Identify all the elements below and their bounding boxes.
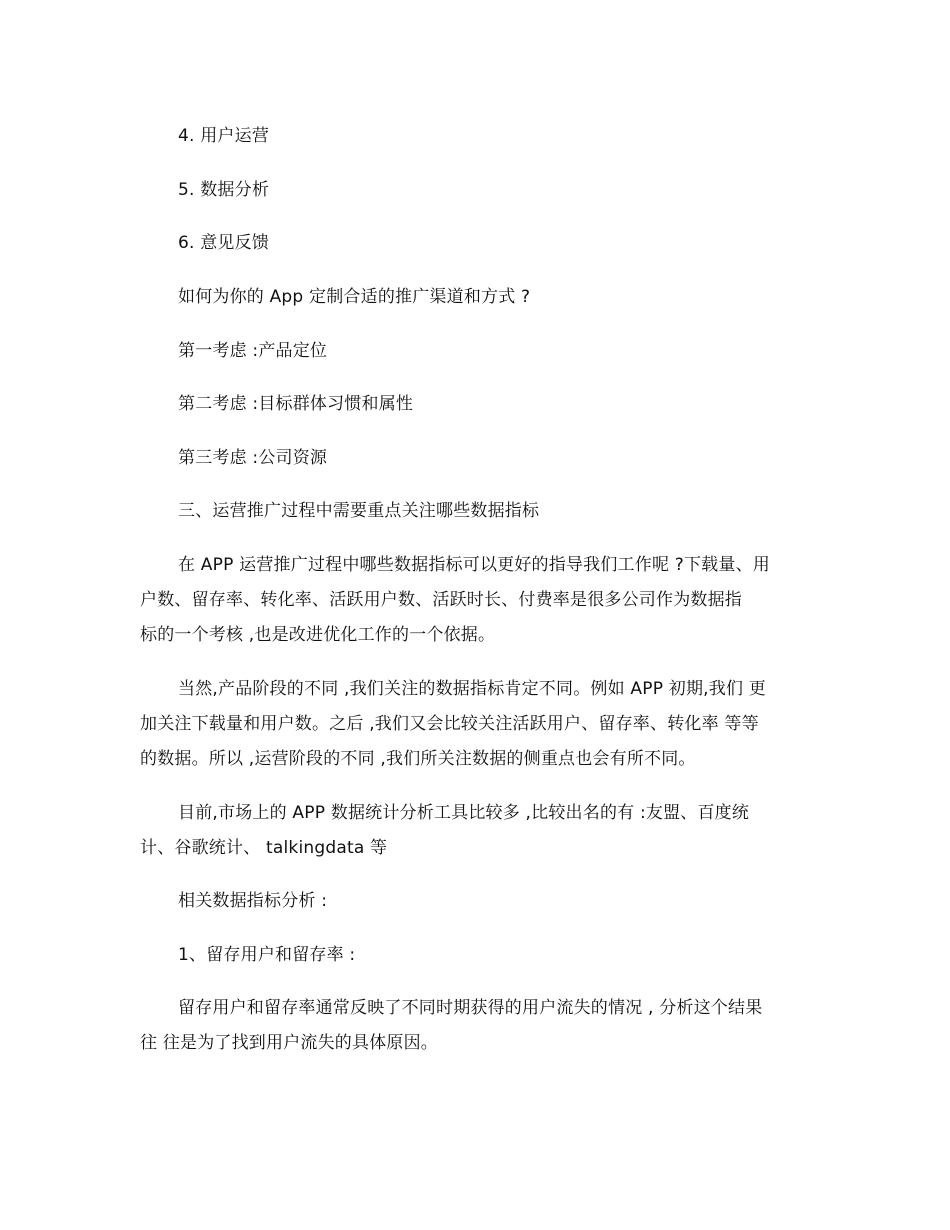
consideration-second: 第二考虑 :目标群体习惯和属性	[178, 394, 414, 414]
para4-line2: 往 往是为了找到用户流失的具体原因。	[140, 1033, 439, 1053]
retention-heading: 1、留存用户和留存率 :	[178, 945, 356, 965]
para3-line2: 计、谷歌统计、 talkingdata 等	[140, 838, 388, 858]
para1-line1: 在 APP 运营推广过程中哪些数据指标可以更好的指导我们工作呢 ?下载量、用	[178, 555, 770, 575]
para1-line2: 户数、留存率、转化率、活跃用户数、活跃时长、付费率是很多公司作为数据指	[140, 590, 742, 610]
para2-line3: 的数据。所以 ,运营阶段的不同 ,我们所关注数据的侧重点也会有所不同。	[140, 749, 696, 769]
para4-line1: 留存用户和留存率通常反映了不同时期获得的用户流失的情况 , 分析这个结果	[178, 998, 763, 1018]
list-item-4: 4. 用户运营	[178, 126, 270, 146]
para3-line1: 目前,市场上的 APP 数据统计分析工具比较多 ,比较出名的有 :友盟、百度统	[178, 803, 750, 823]
question-line: 如何为你的 App 定制合适的推广渠道和方式 ?	[178, 287, 531, 307]
list-item-6: 6. 意见反馈	[178, 233, 270, 253]
consideration-first: 第一考虑 :产品定位	[178, 341, 328, 361]
analysis-heading: 相关数据指标分析 :	[178, 891, 328, 911]
consideration-third: 第三考虑 :公司资源	[178, 448, 328, 468]
para1-line3: 标的一个考核 ,也是改进优化工作的一个依据。	[140, 625, 496, 645]
para2-line1: 当然,产品阶段的不同 ,我们关注的数据指标肯定不同。例如 APP 初期,我们 更	[178, 679, 766, 699]
para2-line2: 加关注下载量和用户数。之后 ,我们又会比较关注活跃用户、留存率、转化率 等等	[140, 714, 759, 734]
list-item-5: 5. 数据分析	[178, 180, 270, 200]
section-heading: 三、运营推广过程中需要重点关注哪些数据指标	[178, 501, 540, 521]
